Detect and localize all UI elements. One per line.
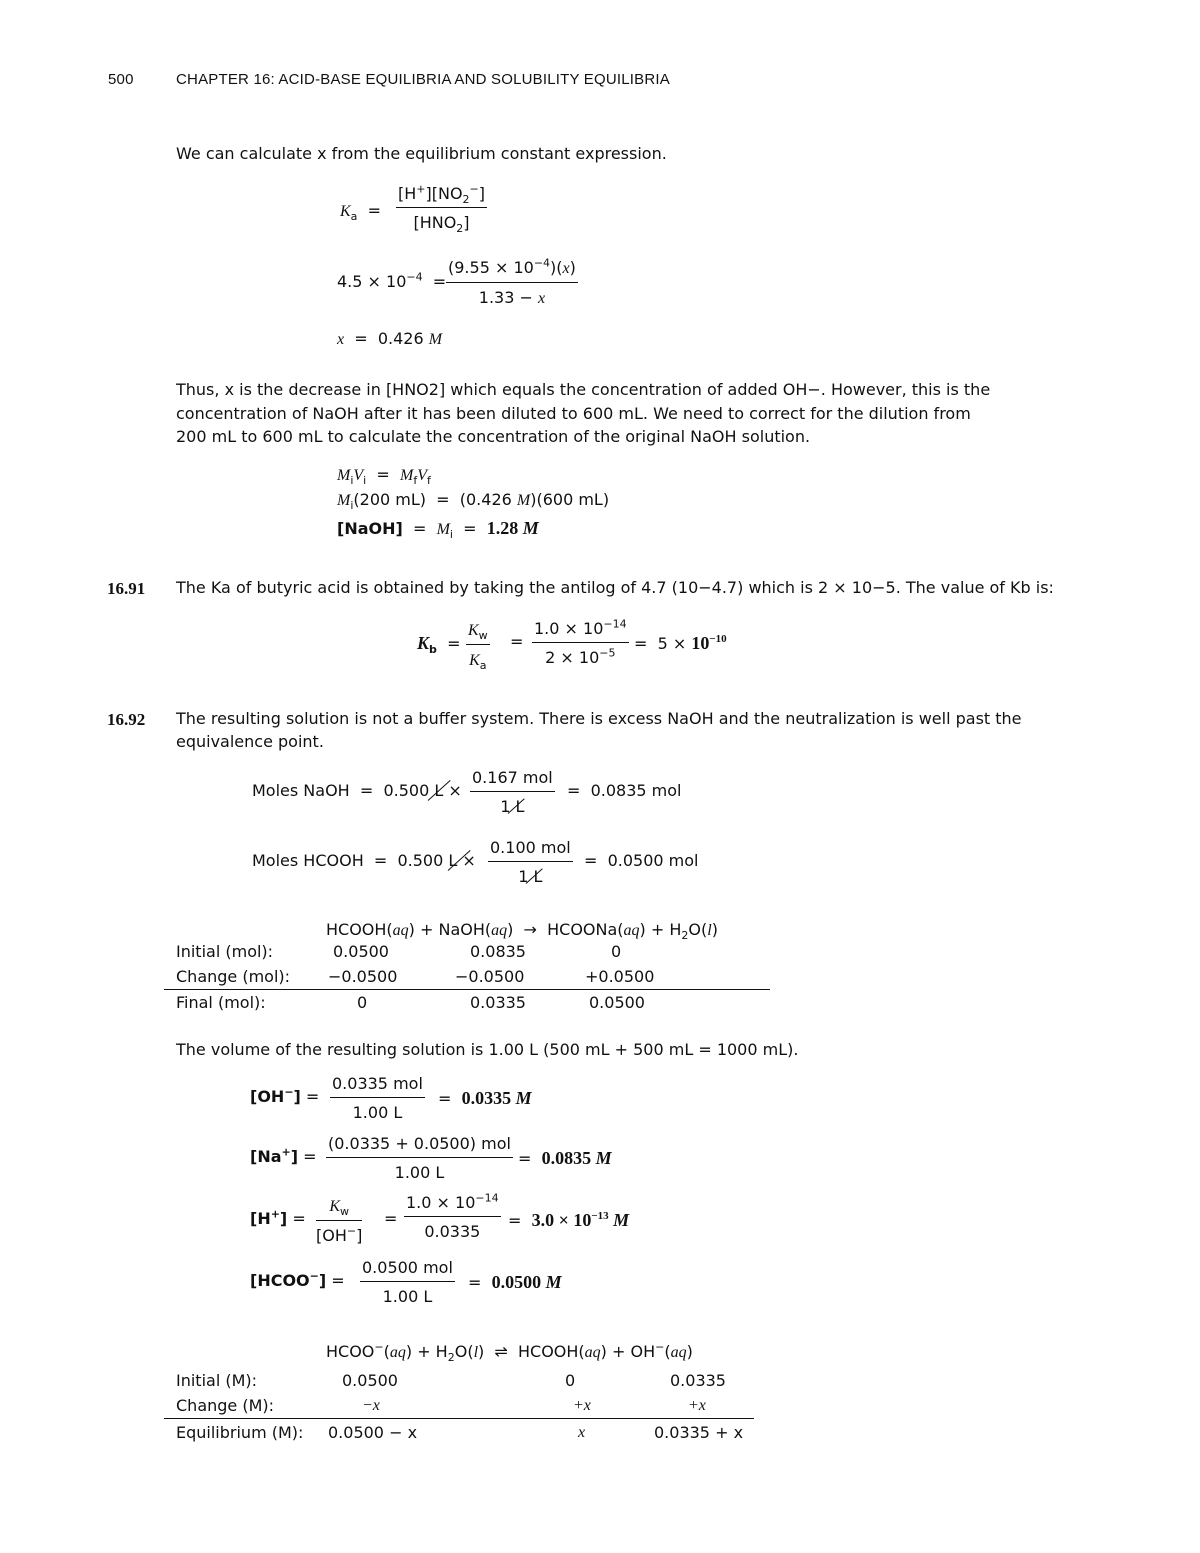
moles-naoh-equation: Moles NaOH = 0.500 L × <box>252 781 462 800</box>
ka-value-fraction: $\frac{(9.55 \times 10^{-4})(x)}{1.33 - x}$ <box>448 256 576 307</box>
table2-cell: +x <box>573 1397 591 1414</box>
table1-divider <box>164 989 770 990</box>
thus-line-2: concentration of NaOH after it has been diluted to 600 mL. We need to correct for the dilution from <box>176 404 971 423</box>
page-number: 500 <box>108 71 134 88</box>
h-fraction-2: $\frac{1.0 \times 10^{-14}}{0.0335}$ <box>406 1191 499 1241</box>
moles-hcooh-equation: Moles HCOOH = 0.500 L × <box>252 851 476 870</box>
table1-cell: 0.0835 <box>470 942 526 961</box>
table1-cell: 0.0500 <box>333 942 389 961</box>
table2-cell: 0 <box>565 1371 576 1390</box>
h-fraction-1: $\frac{K_w}{[OH^-]}$ <box>316 1198 363 1245</box>
chapter-title: CHAPTER 16: ACID-BASE EQUILIBRIA AND SOLUBILITY EQUILIBRIA <box>176 71 670 88</box>
table2-label: Initial (M): <box>176 1371 258 1390</box>
na-fraction: (0.0335 + 0.0500) mol 1.00 L <box>328 1134 511 1182</box>
dilution-eq-2: $M_i(200$ mL) = (0.426 M)(600 mL) <box>337 490 610 513</box>
ka-value-equation: $4.5 \times 10^{-4}$ = <box>337 270 447 291</box>
ka-fraction: $[H^+][NO_2^-]$ $[HNO_2]$ <box>398 182 486 236</box>
moles-hcooh-fraction: 0.100 mol 1 L <box>490 838 571 886</box>
table2-cell: 0.0335 + x <box>654 1423 744 1442</box>
table1-cell: 0 <box>357 993 368 1012</box>
hcoo-result: = 0.0500 M <box>468 1272 562 1292</box>
table2-label: Equilibrium (M): <box>176 1423 304 1442</box>
hcoo-fraction: 0.0500 mol 1.00 L <box>362 1258 453 1306</box>
table2-cell: 0.0335 <box>670 1371 726 1390</box>
oh-label: [OH−] = <box>250 1085 320 1106</box>
table1-label: Change (mol): <box>176 967 291 986</box>
oh-fraction: 0.0335 mol 1.00 L <box>332 1074 423 1122</box>
table2-cell: 0.0500 <box>342 1371 398 1390</box>
h-label: [H+] = <box>250 1207 306 1228</box>
kb-result: = $5 \times 10^{-10}$ <box>634 633 727 653</box>
x-result: x = 0.426 M <box>337 329 443 348</box>
hcoo-label: [HCOO−] = <box>250 1269 345 1290</box>
kb-eq-sign: = <box>510 632 524 651</box>
dilution-eq-1: $M_iV_i = M_fV_f$ <box>337 465 431 488</box>
thus-line-3: 200 mL to 600 mL to calculate the concentration of the original NaOH solution. <box>176 427 811 446</box>
table2-cell: x <box>578 1424 586 1441</box>
table1-cell: 0 <box>611 942 622 961</box>
intro-text: We can calculate x from the equilibrium constant expression. <box>176 144 667 163</box>
reaction-equation-1: HCOOH(aq) + NaOH(aq) → HCOONa(aq) + $H_2O(l)$ <box>326 920 718 943</box>
moles-hcooh-result: = 0.0500 mol <box>584 851 699 870</box>
reaction-equation-2: HCOO−(aq) + $H_2O(l)$ ⇌ HCOOH(aq) + OH−(aq) <box>326 1340 693 1365</box>
problem-16-92-text-1: The resulting solution is not a buffer system. There is excess NaOH and the neutralization is well past the <box>176 709 1022 728</box>
dilution-result: [NaOH] = $M_i = 1.28$ M <box>337 518 539 542</box>
table2-cell: 0.0500 − x <box>328 1423 418 1442</box>
thus-line-1: Thus, x is the decrease in [HNO2] which equals the concentration of added OH−. However, this is the <box>176 380 991 399</box>
volume-text: The volume of the resulting solution is 1.00 L (500 mL + 500 mL = 1000 mL). <box>176 1040 799 1059</box>
table2-cell: +x <box>688 1397 706 1414</box>
table1-cell: +0.0500 <box>585 967 655 986</box>
problem-16-92-text-2: equivalence point. <box>176 732 324 751</box>
problem-16-91-text: The Ka of butyric acid is obtained by taking the antilog of 4.7 (10−4.7) which is 2 × 10−5. The value of Kb is: <box>176 578 1054 597</box>
oh-result: = 0.0335 M <box>438 1088 532 1108</box>
table1-cell: −0.0500 <box>455 967 525 986</box>
moles-naoh-result: = 0.0835 mol <box>567 781 682 800</box>
table2-label: Change (M): <box>176 1396 275 1415</box>
problem-number-16-91: 16.91 <box>107 579 146 598</box>
kb-fraction-1: $\frac{K_w}{K_a}$ <box>468 622 488 673</box>
table1-cell: 0.0500 <box>589 993 645 1012</box>
kb-fraction-2: $\frac{1.0 \times 10^{-14}}{2 \times 10^{-5}}$ <box>534 617 627 667</box>
problem-number-16-92: 16.92 <box>107 710 146 729</box>
table1-label: Initial (mol): <box>176 942 274 961</box>
table2-divider <box>164 1418 754 1419</box>
table1-cell: −0.0500 <box>328 967 398 986</box>
na-label: [Na+] = <box>250 1145 317 1166</box>
table2-cell: −x <box>362 1397 380 1414</box>
table1-cell: 0.0335 <box>470 993 526 1012</box>
h-eq-sign: = <box>384 1209 398 1228</box>
table1-label: Final (mol): <box>176 993 266 1012</box>
h-result: = $3.0 \times 10^{-13}$ M <box>508 1210 630 1230</box>
moles-naoh-fraction: 0.167 mol 1 L <box>472 768 553 816</box>
kb-label: $K_b$ = <box>417 633 461 657</box>
na-result: = 0.0835 M <box>518 1148 612 1168</box>
ka-label: $K_a$ = <box>340 201 381 224</box>
